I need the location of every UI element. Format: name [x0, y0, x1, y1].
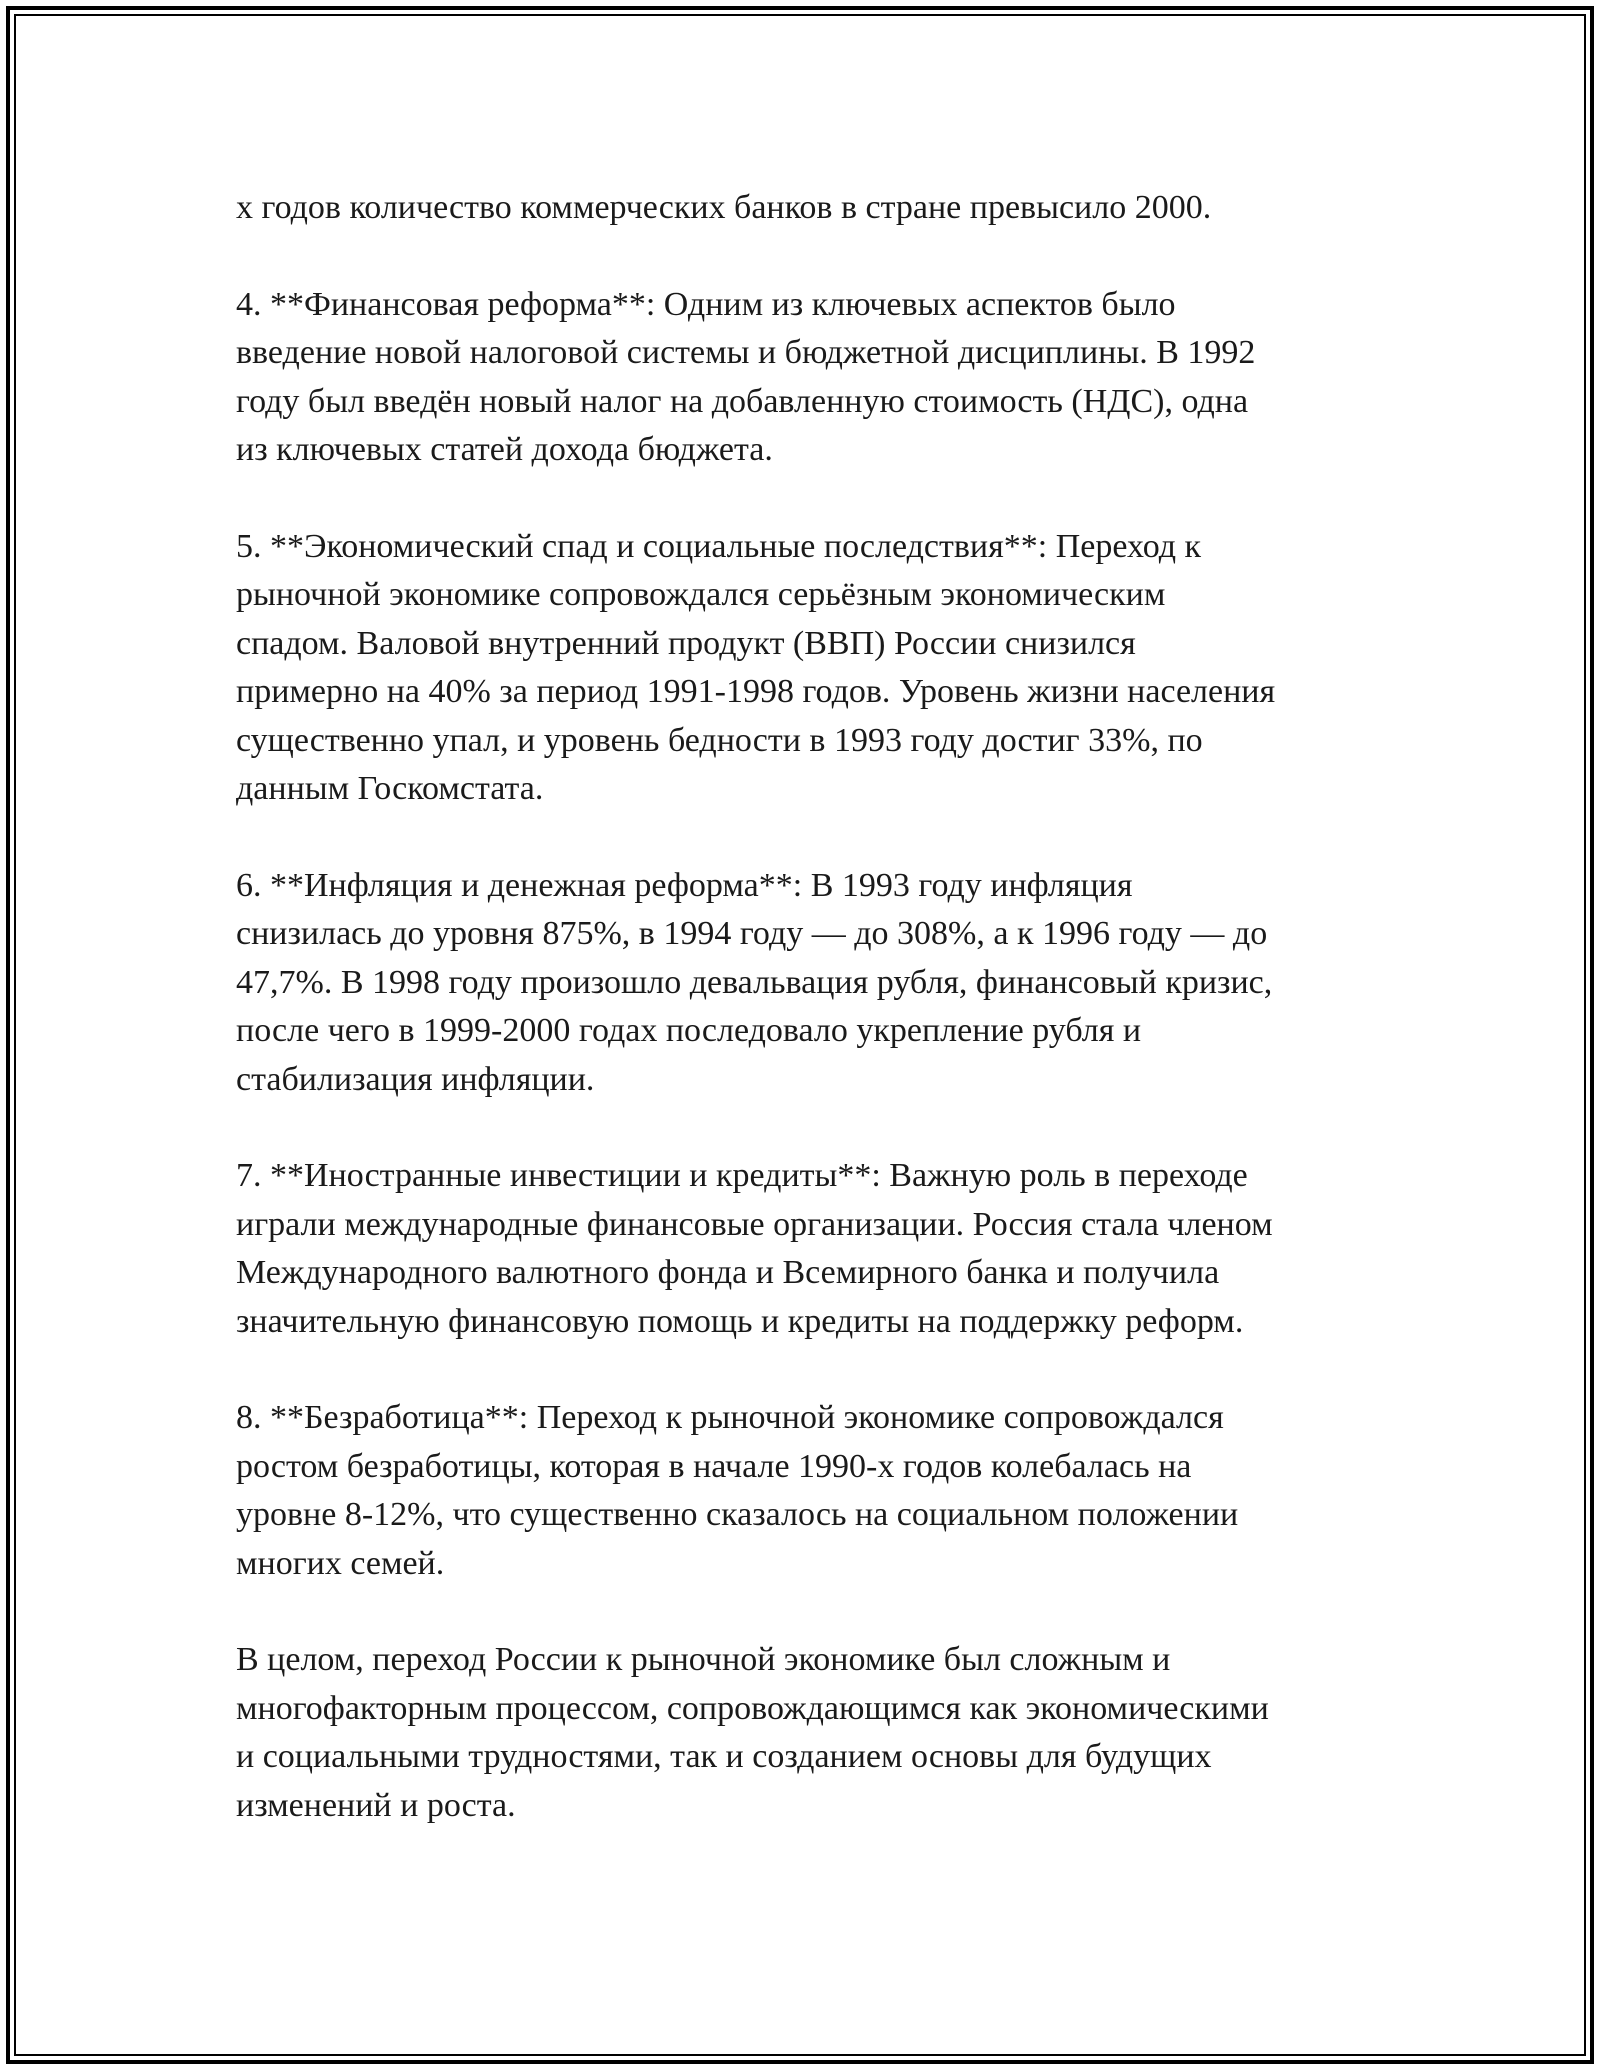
text-line: многих семей. — [236, 1544, 445, 1582]
text-line: данным Госкомстата. — [236, 770, 544, 807]
text-line: 5. **Экономический спад и социальные последствия**: Переход к — [236, 527, 1202, 565]
text-line: снизилась до уровня 875%, в 1994 году — до 308%, а к 1996 году — до — [236, 915, 1268, 952]
text-line: 8. **Безработица**: Переход к рыночной экономике сопровождался — [236, 1399, 1224, 1436]
text-line: году был введён новый налог на добавленную стоимость (НДС), одна — [236, 382, 1249, 420]
text-line: значительную финансовую помощь и кредиты на поддержку реформ. — [236, 1302, 1244, 1340]
text-line: 4. **Финансовая реформа**: Одним из ключевых аспектов было — [236, 285, 1176, 323]
text-line: примерно на 40% за период 1991-1998 годов. Уровень жизни населения — [236, 673, 1276, 710]
paragraph-inflation — [236, 862, 1376, 1105]
text-line: после чего в 1999-2000 годах последовало укрепление рубля и — [236, 1012, 1142, 1049]
text-line: введение новой налоговой системы и бюджетной дисциплины. В 1992 — [236, 334, 1256, 371]
text-line: 7. **Иностранные инвестиции и кредиты**: Важную роль в переходе — [236, 1157, 1248, 1194]
text-line: и социальными трудностями, так и созданием основы для будущих — [236, 1738, 1212, 1775]
text-line: многофакторным процессом, сопровождающимся как экономическими — [236, 1689, 1269, 1727]
text-line: из ключевых статей дохода бюджета. — [236, 431, 773, 468]
paragraph-conclusion — [236, 1636, 1376, 1830]
text-line: играли международные финансовые организации. Россия стала членом — [236, 1205, 1273, 1243]
text-line: уровне 8-12%, что существенно сказалось на социальном положении — [236, 1496, 1239, 1533]
text-line: рыночной экономике сопровождался серьёзным экономическим — [236, 576, 1166, 613]
text-line: изменений и роста. — [236, 1786, 516, 1824]
paragraph-unemployment — [236, 1394, 1376, 1588]
text-line: В целом, переход России к рыночной экономике был сложным и — [236, 1641, 1171, 1678]
paragraph-foreign-investment — [236, 1152, 1376, 1346]
paragraph-financial-reform — [236, 281, 1376, 475]
text-line: стабилизация инфляции. — [236, 1060, 595, 1098]
text-line: 47,7%. В 1998 году произошло девальвация рубля, финансовый кризис, — [236, 963, 1273, 1001]
paragraph-banks-continuation — [236, 184, 1376, 233]
text-line: 6. **Инфляция и денежная реформа**: В 1993 году инфляция — [236, 866, 1133, 904]
text-line: ростом безработицы, которая в начале 1990-х годов колебалась на — [236, 1447, 1192, 1485]
text-line: спадом. Валовой внутренний продукт (ВВП) России снизился — [236, 624, 1136, 662]
text-line: существенно упал, и уровень бедности в 1993 году достиг 33%, по — [236, 721, 1203, 759]
paragraph-economic-decline — [236, 523, 1376, 814]
text-line: Международного валютного фонда и Всемирного банка и получила — [236, 1254, 1220, 1291]
document-body — [236, 184, 1376, 1878]
text-line: х годов количество коммерческих банков в стране превысило 2000. — [236, 189, 1212, 226]
